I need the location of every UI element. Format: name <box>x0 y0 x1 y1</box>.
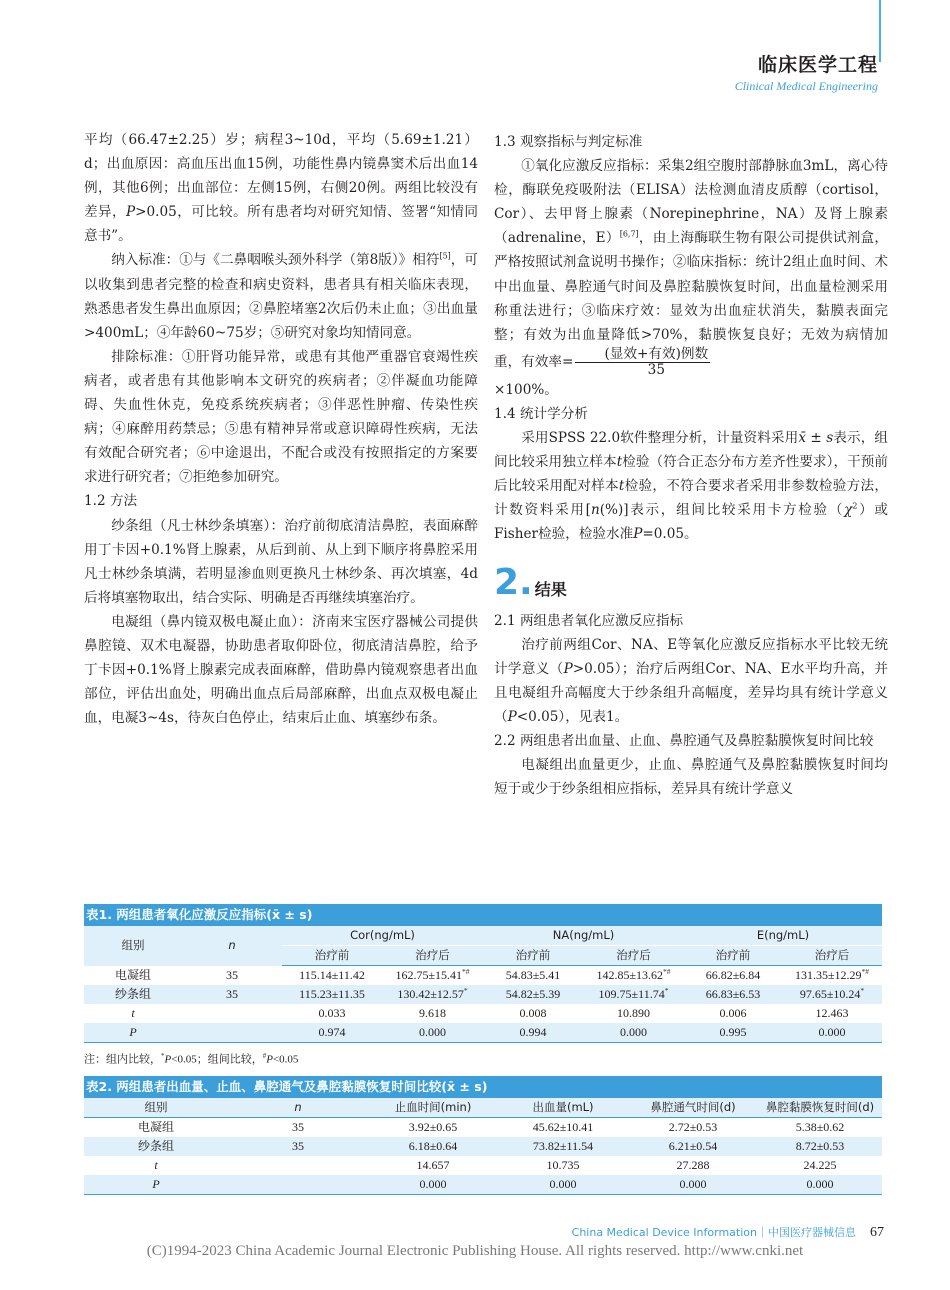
table-cell: 0.008 <box>519 1006 547 1020</box>
col-header-pre: 治疗前 <box>282 946 382 966</box>
col-header-group: 组别 <box>84 1098 228 1118</box>
right-column <box>494 130 888 801</box>
table-cell: 电凝组 <box>114 967 151 982</box>
table-cell: 0.974 <box>282 1023 382 1043</box>
table-cell: 6.18±0.64 <box>368 1137 498 1156</box>
journal-title-en: Clinical Medical Engineering <box>734 79 878 93</box>
table-cell: 2.72±0.53 <box>668 1120 718 1134</box>
paragraph-baseline: 平均（66.47±2.25）岁；病程3~10d，平均（5.69±1.21）d；出血原因：高血压出血15例，功能性鼻内镜鼻窦术后出血14例，其他6例；出血部位：左侧15例，右侧20例。两组比较没有差异，P>0.05，可比较。所有患者均对研究知情、签署“知情同意书”。 <box>84 132 479 245</box>
table-cell: P <box>84 1023 182 1043</box>
table-1-grid <box>84 926 882 1043</box>
col-header-pre: 治疗前 <box>684 946 782 966</box>
col-header-n: n <box>182 926 282 966</box>
table-cell: t <box>131 1006 135 1020</box>
table-2-grid <box>84 1098 882 1195</box>
table-row <box>84 1023 882 1043</box>
table-row <box>84 1175 882 1195</box>
table-cell: 66.82±6.84 <box>705 968 761 982</box>
table-cell: 0.994 <box>483 1023 583 1043</box>
table-header-row <box>84 926 882 946</box>
table-cell: P <box>84 1175 228 1195</box>
col-header-post: 治疗后 <box>583 946 684 966</box>
table-cell: 10.890 <box>617 1006 650 1020</box>
table-row <box>84 966 882 986</box>
table-row <box>84 1137 882 1156</box>
col-header-pre: 治疗前 <box>483 946 583 966</box>
table-cell: 109.75±11.74* <box>583 985 684 1004</box>
table-cell: 3.92±0.65 <box>408 1120 458 1134</box>
table-cell: 115.14±11.42 <box>299 968 365 982</box>
paragraph-exclusion: 排除标准：①肝肾功能异常，或患有其他严重器官衰竭性疾病者，或者患有其他影响本文研究的疾病者；②伴凝血功能障碍、失血性休克，免疫系统疾病者；③伴恶性肿瘤、传染性疾病；④麻醉用药禁忌；⑤患有精神异常或意识障碍性疾病，无法有效配合研究者；⑥中途退出，不配合或没有按照指定的方案要求进行研究者；⑦拒绝参加研究。 <box>84 348 478 486</box>
table-cell <box>182 1004 282 1023</box>
page-number: 67 <box>870 1225 884 1240</box>
table-cell: 纱条组 <box>84 985 182 1004</box>
table-1-note: 注：组内比较，*P<0.05；组间比较，#P<0.05 <box>84 1052 299 1066</box>
efficacy-fraction: $\frac{\text{(显效+有效)例数}}{35}$ <box>575 347 710 378</box>
col-header-post: 治疗后 <box>382 946 483 966</box>
table-cell: 0.006 <box>719 1006 747 1020</box>
table-cell: 12.463 <box>815 1006 849 1020</box>
table-cell: 0.000 <box>382 1023 483 1043</box>
col-header-cor: Cor(ng/mL) <box>282 926 483 946</box>
table-cell: 0.995 <box>684 1023 782 1043</box>
table-2 <box>84 1076 882 1195</box>
table-cell: 35 <box>182 985 282 1004</box>
table-cell: 14.657 <box>416 1158 450 1172</box>
table-cell: 8.72±0.53 <box>758 1137 882 1156</box>
col-header-hemostasis: 止血时间(min) <box>368 1098 498 1118</box>
paragraph-gauze-group: 纱条组（凡士林纱条填塞）：治疗前彻底清洁鼻腔，表面麻醉用丁卡因+0.1%肾上腺素，从后到前、从上到下顺序将鼻腔采用凡士林纱条填满，若明显渗血则更换凡士林纱条、再次填塞，4d后将填塞物取出，结合实际、明确是否再继续填塞治疗。 <box>84 517 478 606</box>
table-cell: 电凝组 <box>137 1120 174 1134</box>
table-cell: 5.38±0.62 <box>795 1120 845 1134</box>
paragraph-electrocoag-group: 电凝组（鼻内镜双极电凝止血）：济南来宝医疗器械公司提供鼻腔镜、双术电凝器，协助患者取仰卧位，彻底清洁鼻腔，给予丁卡因+0.1%肾上腺素完成表面麻醉，借助鼻内镜观察患者出血部位，评估出血处，明确出血点后局部麻醉，出血点双极电凝止血，电凝3~4s，待灰白色停止，结束后止血、填塞纱布条。 <box>84 613 478 727</box>
table-cell: 0.000 <box>368 1175 498 1195</box>
table-cell: 130.42±12.57* <box>382 985 483 1004</box>
table-cell <box>228 1175 368 1195</box>
table-cell: 54.82±5.39 <box>483 985 583 1004</box>
col-header-n: n <box>228 1098 368 1118</box>
table-row <box>84 1156 882 1175</box>
table-cell: 24.225 <box>803 1158 837 1172</box>
col-header-post: 治疗后 <box>782 946 882 966</box>
table-cell: 142.85±13.62*# <box>596 967 671 982</box>
table-cell: 97.65±10.24* <box>782 985 882 1004</box>
paragraph-inclusion: 纳入标准：①与《二鼻咽喉头颈外科学（第8版）》相符[5]，可以收集到患者完整的检查和病史资料，患者具有相关临床表现，熟悉患者发生鼻出血原因；②鼻腔堵塞2次后仍未止血；③出血量>400mL；④年龄60~75岁；⑤研究对象均知情同意。 <box>84 251 478 341</box>
table-cell: t <box>154 1158 158 1172</box>
heading-1-2: 1.2 方法 <box>84 493 138 510</box>
journal-brand <box>735 52 878 94</box>
table-cell <box>228 1156 368 1175</box>
table-cell: 66.83±6.53 <box>684 985 782 1004</box>
table-cell: 0.000 <box>498 1175 628 1195</box>
table-cell: 35 <box>226 967 238 982</box>
paragraph-oxidative: 治疗前两组Cor、NA、E等氧化应激反应指标水平比较无统计学意义（P>0.05）；治疗后两组Cor、NA、E水平均升高，并且电凝组升高幅度大于纱条组升高幅度，差异均具有统计学意义（P<0.05），见表1。 <box>494 636 888 725</box>
table-cell: 0.000 <box>583 1023 684 1043</box>
paragraph-statistics: 采用SPSS 22.0软件整理分析，计量资料采用x̄ ± s表示，组间比较采用独立样本t检验（符合正态分布方差齐性要求），干预前后比较采用配对样本t检验，不符合要求者采用非参数检验方法，计数资料采用[n(%)]表示，组间比较采用卡方检验$(\chi^2)$或Fisher检验，检验水准P=0.05。 <box>494 430 889 543</box>
table-cell: 45.62±10.41 <box>532 1120 594 1134</box>
table-2-title: 表2. 两组患者出血量、止血、鼻腔通气及鼻腔黏膜恢复时间比较(x̄ ± s) <box>84 1076 882 1098</box>
table-cell: 6.21±0.54 <box>628 1137 758 1156</box>
table-cell: 35 <box>228 1137 368 1156</box>
left-column <box>84 128 478 730</box>
table-cell: 115.23±11.35 <box>282 985 382 1004</box>
section-number: 2. <box>494 561 533 603</box>
table-cell: 0.000 <box>782 1023 882 1043</box>
heading-1-3: 1.3 观察指标与判定标准 <box>494 134 643 150</box>
journal-title-cn: 临床医学工程 <box>757 54 878 76</box>
table-cell: 纱条组 <box>84 1137 228 1156</box>
col-header-na: NA(ng/mL) <box>483 926 684 946</box>
table-row <box>84 1118 882 1138</box>
heading-2-1: 2.1 两组患者氧化应激反应指标 <box>494 612 684 629</box>
table-cell: 0.033 <box>318 1006 346 1020</box>
table-cell: 0.000 <box>758 1175 882 1195</box>
table-cell: 162.75±15.41*# <box>395 967 470 982</box>
table-cell: 9.618 <box>419 1006 446 1020</box>
paragraph-indicators: ①氧化应激反应指标：采集2组空腹肘部静脉血3mL，离心待检，酶联免疫吸附法（ELISA）法检测血清皮质醇（cortisol，Cor）、去甲肾上腺素（Norepinephrine，NA）及肾上腺素（adrenaline，E）[6,7]，由上海酶联生物有限公司提供试剂盒，严格按照试剂盒说明书操作；②临床指标：统计2组止血时间、术中出血量、鼻腔通气时间及鼻腔黏膜恢复时间，出血量检测采用称重法进行；③临床疗效：显效为出血症状消失，黏膜表面完整；有效为出血量降低>70%，黏膜恢复良好；无效为病情加重，有效率= $\frac{\text{(显效+有效)例数}}{35}$ ×100%。 <box>494 158 888 398</box>
table-cell <box>182 1023 282 1043</box>
table-row <box>84 1004 882 1023</box>
table-cell: 27.288 <box>676 1158 710 1172</box>
table-1-title: 表1. 两组患者氧化应激反应指标(x̄ ± s) <box>84 904 882 926</box>
table-cell: 54.83±5.41 <box>505 968 561 982</box>
table-row <box>84 985 882 1004</box>
footer-journal: China Medical Device Information｜中国医疗器械信息 <box>571 1226 856 1239</box>
section-heading-results <box>494 561 888 601</box>
col-header-e: E(ng/mL) <box>684 926 882 946</box>
table-cell: 0.000 <box>628 1175 758 1195</box>
table-1 <box>84 904 882 1069</box>
header-rule <box>879 0 881 62</box>
col-header-blood-loss: 出血量(mL) <box>498 1098 628 1118</box>
col-header-ventilation: 鼻腔通气时间(d) <box>628 1098 758 1118</box>
section-title: 结果 <box>534 579 567 599</box>
table-cell: 73.82±11.54 <box>498 1137 628 1156</box>
col-header-group: 组别 <box>84 926 182 966</box>
table-cell: 10.735 <box>546 1158 580 1172</box>
heading-2-2: 2.2 两组患者出血量、止血、鼻腔通气及鼻腔黏膜恢复时间比较 <box>494 732 874 749</box>
heading-1-4: 1.4 统计学分析 <box>494 405 588 422</box>
copyright-line: (C)1994-2023 China Academic Journal Electronic Publishing House. All rights reserved. http://www.cnki.net <box>146 1243 804 1259</box>
paragraph-bleeding: 电凝组出血量更少，止血、鼻腔通气及鼻腔黏膜恢复时间均短于或少于纱条组相应指标，差异具有统计学意义 <box>494 757 888 798</box>
table-cell: 35 <box>292 1120 304 1134</box>
col-header-mucosa: 鼻腔黏膜恢复时间(d) <box>758 1098 882 1118</box>
table-cell: 131.35±12.29*# <box>794 967 870 982</box>
table-header-row <box>84 1098 882 1118</box>
